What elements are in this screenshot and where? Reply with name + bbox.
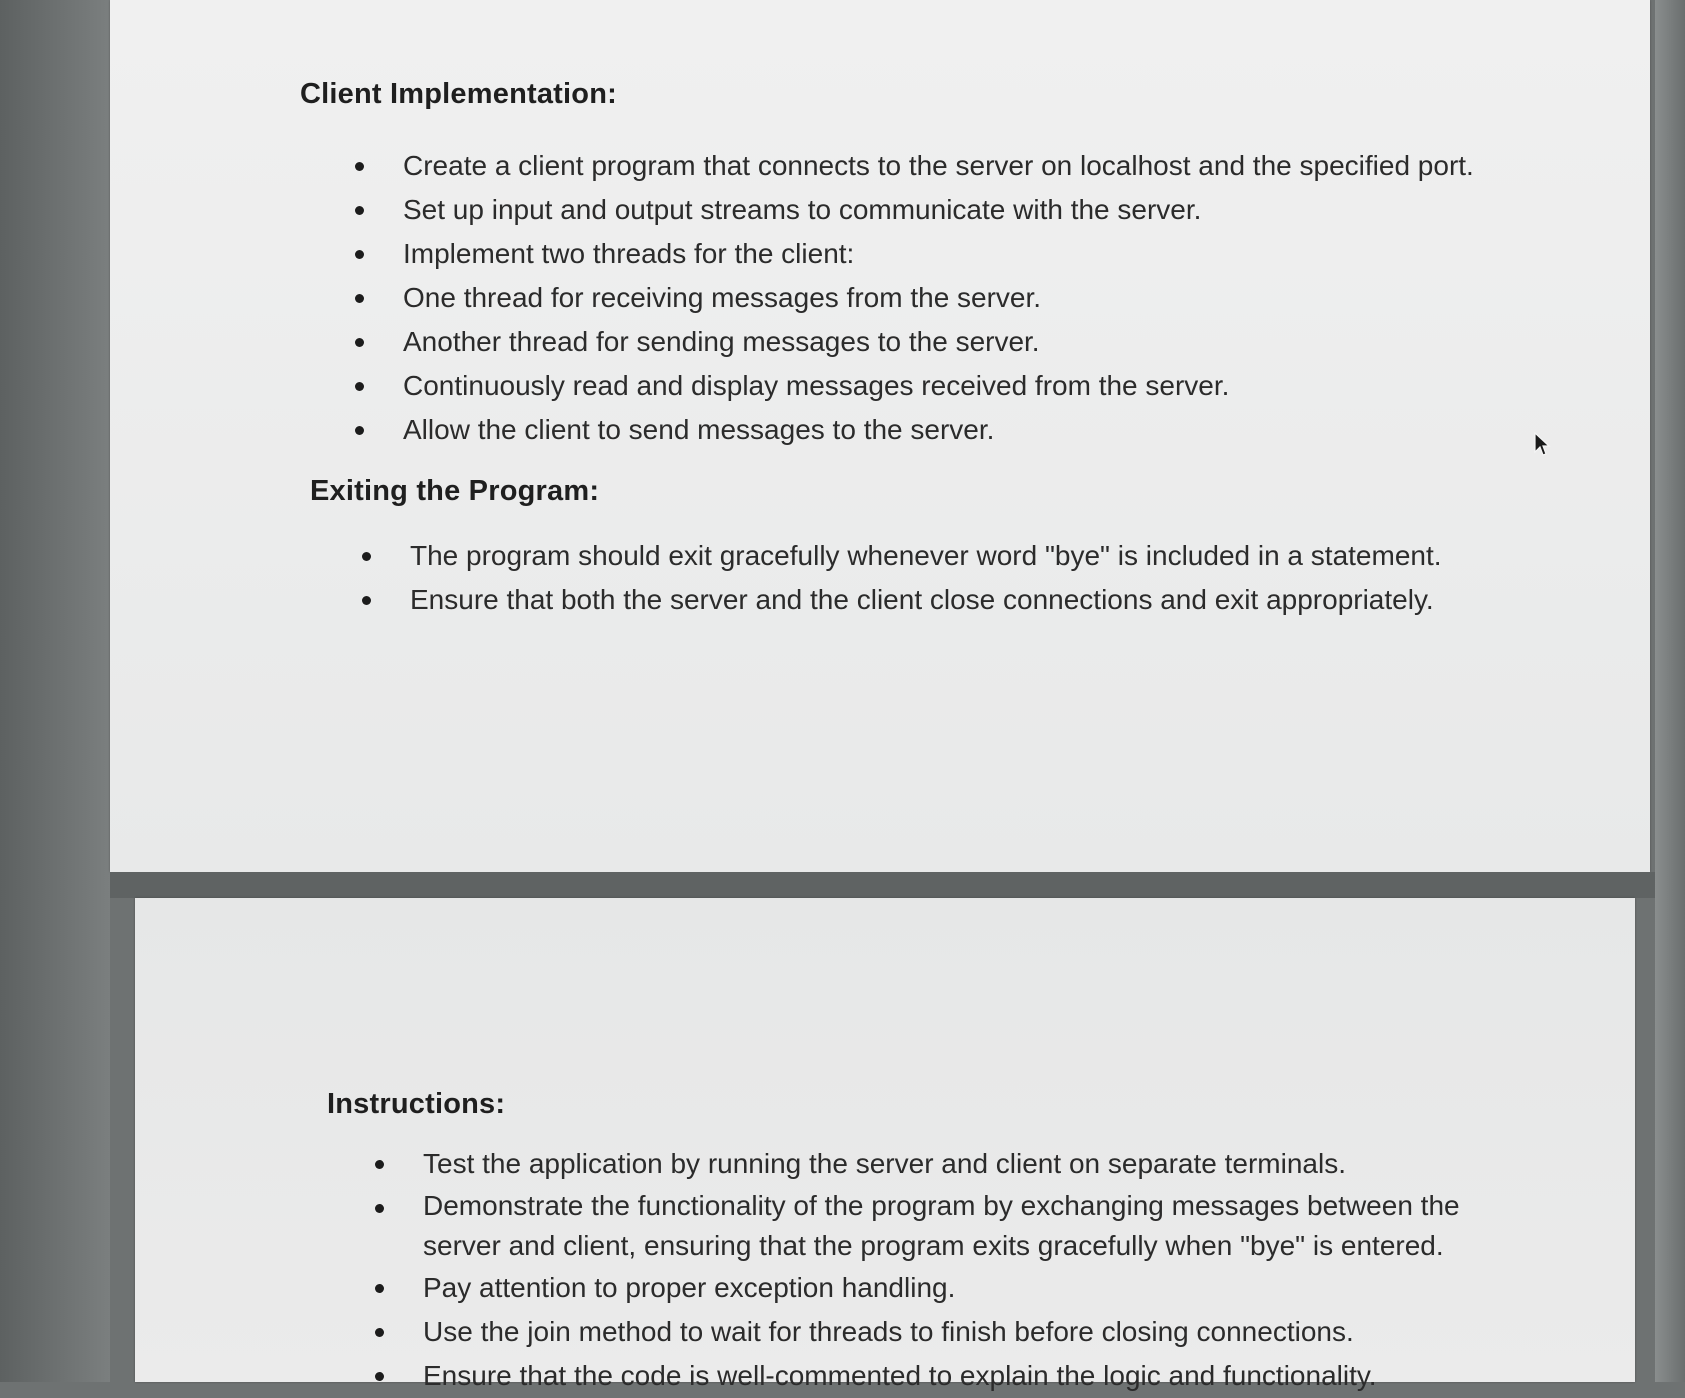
list-item: Use the join method to wait for threads to finish before closing connections. [375,1310,1495,1354]
monitor-bezel-left [0,0,110,1382]
list-item: Allow the client to send messages to the server. [355,408,1474,452]
list-item: Continuously read and display messages received from the server. [355,364,1474,408]
mouse-cursor-icon [1533,432,1551,458]
list-item: Set up input and output streams to communicate with the server. [355,188,1474,232]
bullet-icon [355,338,364,347]
list-item: Test the application by running the server and client on separate terminals. [375,1142,1495,1186]
bullet-icon [355,294,364,303]
bullet-icon [362,552,371,561]
bullet-icon [355,250,364,259]
page-separator [110,872,1655,898]
heading-instructions: Instructions: [327,1088,506,1120]
bullet-icon [375,1204,384,1213]
monitor-bezel-right [1655,0,1685,1382]
bullet-icon [355,206,364,215]
list-item: The program should exit gracefully whenever word "bye" is included in a statement. [362,534,1442,578]
list-item: One thread for receiving messages from the server. [355,276,1474,320]
instructions-list [375,1142,1495,1398]
list-item: Create a client program that connects to the server on localhost and the specified port. [355,144,1474,188]
list-item: Implement two threads for the client: [355,232,1474,276]
bullet-icon [362,596,371,605]
list-item: Ensure that the code is well-commented to explain the logic and functionality. [375,1354,1495,1398]
heading-exiting-the-program: Exiting the Program: [310,475,600,507]
bullet-icon [355,426,364,435]
exiting-program-list [362,534,1442,622]
list-item: Pay attention to proper exception handling. [375,1266,1495,1310]
bullet-icon [375,1284,384,1293]
bullet-icon [375,1328,384,1337]
bullet-icon [375,1160,384,1169]
list-item: Another thread for sending messages to the server. [355,320,1474,364]
heading-client-implementation: Client Implementation: [300,78,617,110]
client-implementation-list [355,144,1474,452]
list-item: Ensure that both the server and the client close connections and exit appropriately. [362,578,1442,622]
bullet-icon [355,382,364,391]
bullet-icon [355,162,364,171]
list-item: Demonstrate the functionality of the program by exchanging messages between the server and client, ensuring that the program exits gracefully when "bye" is entered. [375,1186,1495,1266]
bullet-icon [375,1372,384,1381]
